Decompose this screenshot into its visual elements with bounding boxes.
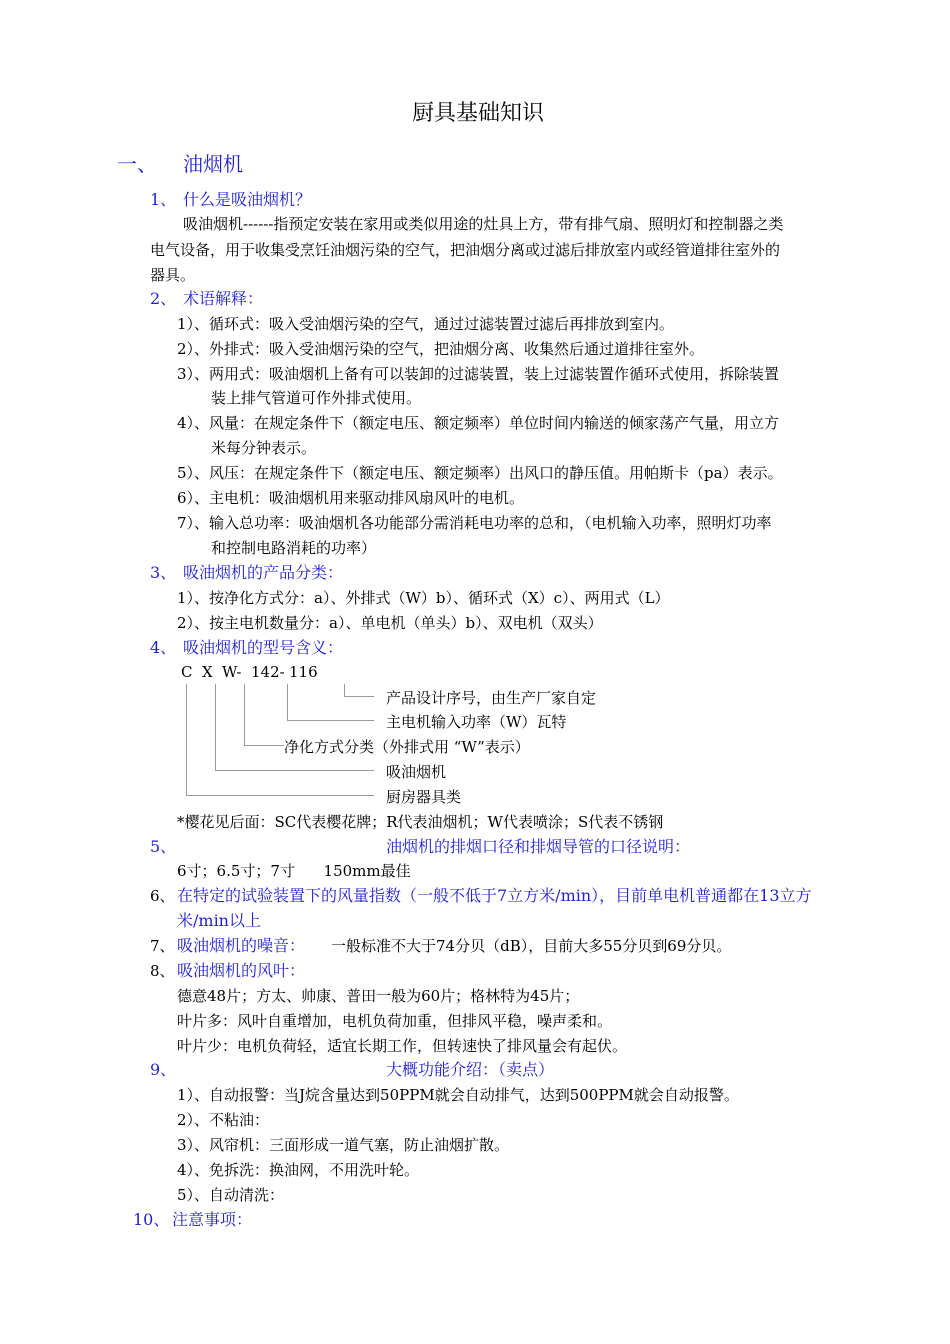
- q2-line: 3）、两用式：吸油烟机上备有可以装卸的过滤装置，装上过滤装置作循环式使用，拆除装置: [177, 365, 780, 383]
- q2-line: 5）、风压：在规定条件下（额定电压、额定频率）出风口的静压值。用帕斯卡（pa）表示。: [177, 464, 783, 482]
- connector-line: [244, 684, 245, 745]
- q3-title: 吸油烟机的产品分类：: [183, 563, 344, 582]
- q5-title: 油烟机的排烟口径和排烟导管的口径说明：: [386, 837, 691, 856]
- q6-number: 6、: [150, 887, 175, 905]
- q6-line: 在特定的试验装置下的风量指数（一般不低于7立方米/min），目前单电机普通都在13立方: [177, 886, 812, 905]
- connector-line: [215, 770, 374, 771]
- model-label: 净化方式分类（外排式用 “W”表示）: [284, 738, 530, 756]
- q4-title: 吸油烟机的型号含义：: [183, 638, 344, 657]
- connector-line: [186, 795, 374, 796]
- q2-line: 和控制电路消耗的功率）: [211, 539, 377, 557]
- q1-body-line: 器具。: [150, 266, 196, 284]
- q7-number: 7、: [150, 937, 175, 955]
- q2-title: 术语解释：: [183, 289, 264, 308]
- q3-line: 2）、按主电机数量分：a）、单电机（单头）b）、双电机（双头）: [177, 614, 603, 632]
- q1-body-line: 吸油烟机------指预定安装在家用或类似用途的灶具上方，带有排气扇、照明灯和控制器之类: [183, 215, 784, 233]
- section-number: 一、: [117, 152, 157, 176]
- q2-line: 4）、风量：在规定条件下（额定电压、额定频率）单位时间内输送的倾家荡产气量，用立方: [177, 414, 780, 432]
- q9-line: 2）、不粘油：: [177, 1111, 270, 1129]
- q9-line: 1）、自动报警：当J烷含量达到50PPM就会自动排气，达到500PPM就会自动报警。: [177, 1086, 739, 1104]
- q5-body: 6寸；6.5寸；7寸 150mm最佳: [177, 862, 411, 880]
- connector-line: [244, 745, 284, 746]
- page-title: 厨具基础知识: [412, 101, 545, 126]
- q3-line: 1）、按净化方式分：a）、外排式（W）b）、循环式（X）c）、两用式（L）: [177, 589, 670, 607]
- q9-line: 4）、免拆洗：换油网，不用洗叶轮。: [177, 1161, 420, 1179]
- model-label: 吸油烟机: [386, 763, 447, 781]
- q10-number: 10、: [133, 1210, 170, 1229]
- q1-title: 什么是吸油烟机？: [183, 190, 312, 209]
- model-part-c: C: [181, 663, 193, 681]
- section-title: 油烟机: [183, 152, 243, 176]
- q7-body: 一般标准不大于74分贝（dB），目前大多55分贝到69分贝。: [331, 937, 732, 955]
- model-part-x: X: [202, 663, 213, 681]
- q9-title: 大概功能介绍：（卖点）: [386, 1060, 555, 1079]
- q6-line: 米/min以上: [177, 911, 261, 930]
- q2-line: 装上排气管道可作外排式使用。: [211, 389, 422, 407]
- q8-title: 吸油烟机的风叶：: [177, 961, 306, 980]
- q8-line: 德意48片；方太、帅康、普田一般为60片；格林特为45片；: [177, 987, 580, 1005]
- q9-line: 5）、自动清洗：: [177, 1186, 285, 1204]
- connector-line: [287, 684, 288, 720]
- connector-line: [344, 696, 374, 697]
- model-part-power: 142-: [251, 663, 285, 681]
- q8-number: 8、: [150, 962, 175, 980]
- q10-title: 注意事项：: [172, 1210, 253, 1229]
- model-part-w: W-: [222, 663, 242, 681]
- q2-line: 米每分钟表示。: [211, 439, 317, 457]
- q9-line: 3）、风帘机：三面形成一道气塞，防止油烟扩散。: [177, 1136, 510, 1154]
- q2-line: 7）、输入总功率：吸油烟机各功能部分需消耗电功率的总和，（电机输入功率，照明灯功率: [177, 514, 772, 532]
- q2-number: 2、: [150, 289, 177, 308]
- model-label: 主电机输入功率（W）瓦特: [386, 713, 567, 731]
- connector-line: [287, 720, 374, 721]
- q8-line: 叶片多：风叶自重增加，电机负荷加重，但排风平稳，噪声柔和。: [177, 1012, 613, 1030]
- model-part-serial: 116: [289, 663, 318, 681]
- model-label: 厨房器具类: [386, 788, 462, 806]
- connector-line: [215, 684, 216, 770]
- q1-number: 1、: [150, 190, 177, 209]
- q1-body-line: 电气设备，用于收集受烹饪油烟污染的空气，把油烟分离或过滤后排放室内或经管道排往室外的: [150, 241, 781, 259]
- q2-line: 1）、循环式：吸入受油烟污染的空气，通过过滤装置过滤后再排放到室内。: [177, 315, 675, 333]
- q2-line: 6）、主电机：吸油烟机用来驱动排风扇风叶的电机。: [177, 489, 525, 507]
- q8-line: 叶片少：电机负荷轻，适宜长期工作，但转速快了排风量会有起伏。: [177, 1037, 628, 1055]
- q5-number: 5、: [150, 837, 177, 856]
- model-note: *樱花见后面：SC代表樱花牌；R代表油烟机；W代表喷涂；S代表不锈钢: [177, 813, 664, 831]
- connector-line: [344, 684, 345, 696]
- q4-number: 4、: [150, 638, 177, 657]
- q7-title: 吸油烟机的噪音：: [177, 936, 306, 955]
- model-label: 产品设计序号，由生产厂家自定: [386, 689, 597, 707]
- q2-line: 2）、外排式：吸入受油烟污染的空气，把油烟分离、收集然后通过道排往室外。: [177, 340, 705, 358]
- connector-line: [186, 684, 187, 795]
- q3-number: 3、: [150, 563, 177, 582]
- q9-number: 9、: [150, 1060, 177, 1079]
